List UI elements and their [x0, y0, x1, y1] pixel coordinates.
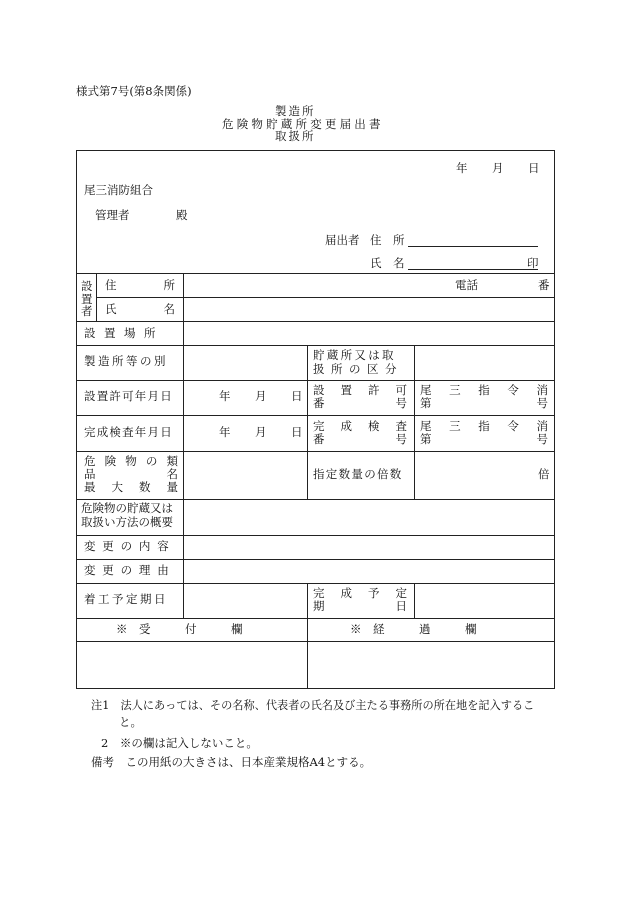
divider	[307, 451, 308, 499]
seal: 印	[527, 256, 539, 270]
name-line	[408, 269, 538, 270]
permit-day: 日	[291, 389, 303, 403]
honorific: 殿	[176, 208, 188, 222]
note-1-cont: と。	[119, 715, 142, 729]
divider	[76, 641, 555, 642]
remark: 備考 この用紙の大きさは、日本産業規格A4とする。	[91, 755, 372, 769]
divider	[76, 380, 555, 381]
divider	[414, 451, 415, 499]
title-upper: 製造所	[275, 104, 316, 118]
applicant-label: 届出者	[325, 233, 360, 247]
title-lower: 取扱所	[275, 129, 316, 143]
date-day: 日	[528, 161, 540, 175]
installer-address-label: 住 所	[105, 278, 175, 292]
divider	[76, 273, 555, 274]
note-1: 注1 法人にあっては、その名称、代表者の氏名及び主たる事務所の所在地を記入するこ	[91, 699, 535, 712]
addressee-title: 管理者	[95, 208, 130, 222]
permit-date-label: 設置許可年月日	[84, 389, 173, 403]
start-date-label: 着工予定期日	[84, 592, 168, 606]
name-label: 氏 名	[370, 256, 405, 270]
inspection-order-prefix: 尾 三 指 令 消	[420, 419, 548, 433]
divider	[96, 297, 555, 298]
divider	[76, 559, 555, 560]
facility-type-label: 製造所等の別	[84, 354, 168, 368]
installer-name-label: 氏 名	[105, 302, 175, 316]
inspection-date-label: 完成検査年月日	[84, 425, 173, 439]
inspection-month: 月	[255, 425, 267, 439]
hazard-quantity-label: 最 大 数 量	[84, 480, 178, 494]
permit-year: 年	[219, 389, 231, 403]
installer-label: 設置者	[81, 279, 93, 318]
date-year: 年	[456, 161, 468, 175]
inspection-year: 年	[219, 425, 231, 439]
page-title: 危険物貯蔵所変更届出書	[222, 117, 384, 131]
divider	[414, 345, 415, 451]
permit-no-label: 設 置 許 可	[313, 383, 407, 397]
reception-header: ※ 受 付 欄	[116, 622, 243, 636]
divider	[414, 583, 415, 618]
address-label: 住 所	[370, 233, 405, 247]
location-label: 設置場所	[84, 326, 164, 340]
divider	[76, 499, 555, 500]
divider	[76, 618, 555, 619]
change-reason-label: 変更の理由	[84, 563, 176, 577]
addressee-org: 尾三消防組合	[84, 183, 153, 197]
inspection-order-number: 第 号	[420, 432, 548, 446]
hazard-name-label: 品 名	[84, 467, 178, 481]
inspection-day: 日	[291, 425, 303, 439]
phone-suffix: 番	[538, 278, 550, 292]
permit-order-prefix: 尾 三 指 令 消	[420, 383, 548, 397]
divider	[96, 273, 97, 321]
note-2: 2 ※の欄は記入しないこと。	[101, 736, 258, 750]
completion-label: 完 成 予 定	[313, 586, 407, 600]
hazard-class-label: 危 険 物 の 類	[84, 454, 178, 468]
multiple-label: 指定数量の倍数	[313, 467, 403, 481]
change-content-label: 変更の内容	[84, 539, 176, 553]
storage-class-label: 貯蔵所又は取	[313, 348, 396, 362]
divider	[307, 583, 308, 689]
inspection-no-label: 完 成 検 査	[313, 419, 407, 433]
method-label: 危険物の貯蔵又は	[81, 501, 173, 515]
inspection-no-label-2: 番 号	[313, 432, 407, 446]
divider	[76, 321, 555, 322]
divider	[76, 535, 555, 536]
divider	[76, 345, 555, 346]
multiple-unit: 倍	[538, 467, 550, 481]
divider	[307, 345, 308, 451]
address-line	[408, 246, 538, 247]
progress-header: ※ 経 過 欄	[350, 622, 477, 636]
storage-class-label-2: 扱所の区分	[313, 362, 403, 376]
divider	[183, 273, 184, 618]
form-number: 様式第7号(第8条関係)	[76, 84, 192, 98]
permit-no-label-2: 番 号	[313, 396, 407, 410]
phone-label: 電話	[455, 278, 478, 292]
permit-month: 月	[255, 389, 267, 403]
divider	[76, 415, 555, 416]
divider	[76, 451, 555, 452]
date-month: 月	[492, 161, 504, 175]
permit-order-number: 第 号	[420, 396, 548, 410]
divider	[76, 583, 555, 584]
method-label-2: 取扱い方法の概要	[81, 515, 173, 529]
completion-label-2: 期 日	[313, 599, 407, 613]
